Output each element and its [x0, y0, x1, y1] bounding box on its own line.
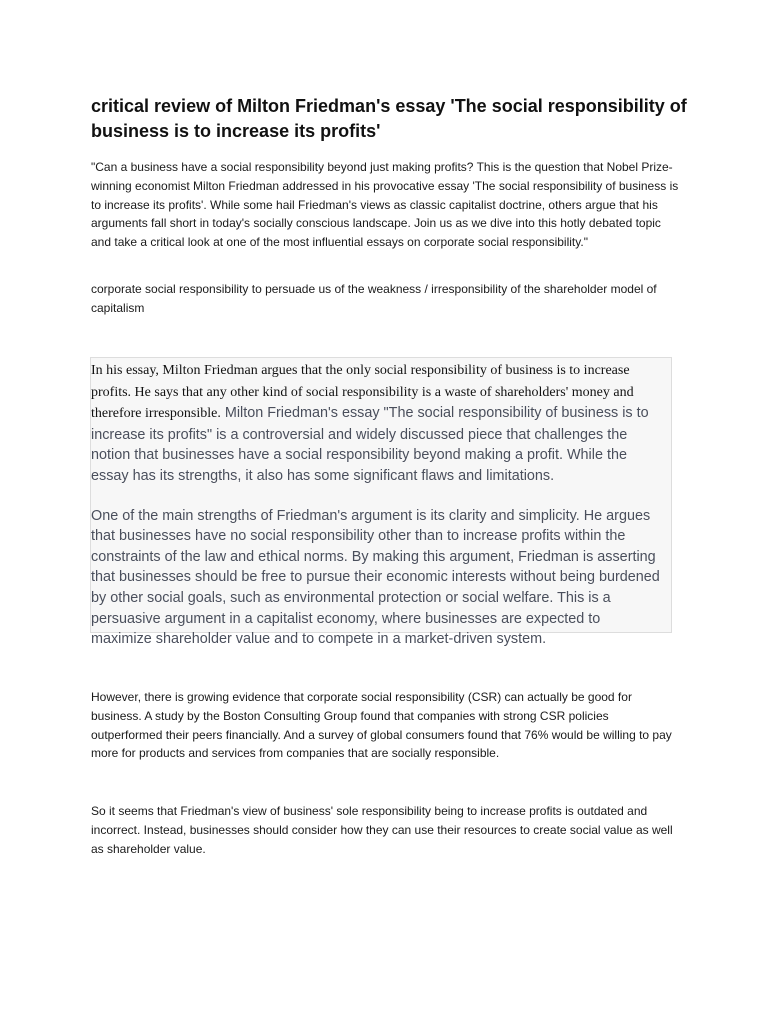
csr-paragraph: corporate social responsibility to persuade us of the weakness / irresponsibility of the shareholder model of capitalism: [91, 282, 657, 315]
conclusion-paragraph: So it seems that Friedman's view of business' sole responsibility being to increase profits is outdated and incorrect. Instead, businesses should consider how they can use their resources to create social value as well as shareholder value.: [91, 804, 673, 856]
excerpt-paragraph-gap: [91, 487, 665, 506]
document-title: critical review of Milton Friedman's essay 'The social responsibility of business is to increase its profits': [91, 96, 687, 141]
intro-paragraph: "Can a business have a social responsibility beyond just making profits? This is the question that Nobel Prize-winning economist Milton Friedman addressed in his provocative essay 'The social responsibility of business is to increase its profits'. While some hail Friedman's views as classic capitalist doctrine, others argue that his arguments fall short in today's socially conscious landscape. Join us as we dive into this hotly debated topic and take a critical look at one of the most influential essays on corporate social responsibility.": [91, 160, 679, 250]
excerpt-sans-text: Milton Friedman's essay "The social responsibility of business is to increase its profits" is a controversial and widely discussed piece that challenges the notion that businesses have a social responsibility beyond making a profit. While the essay has its strengths, it also has some significant flaws and limitations.: [91, 405, 649, 484]
however-paragraph: However, there is growing evidence that corporate social responsibility (CSR) can actually be good for business. A study by the Boston Consulting Group found that companies with strong CSR policies outperformed their peers financially. And a survey of global consumers found that 76% would be willing to pay more for products and services from companies that are socially responsible.: [91, 690, 672, 761]
excerpt-serif-text: In his essay, Milton Friedman argues that the only social responsibility of business is to increase profits. He says that any other kind of social responsibility is a waste of shareholders' money and therefore irresponsible.: [91, 363, 634, 422]
excerpt-first-paragraph: [91, 360, 665, 487]
excerpt-second-paragraph: One of the main strengths of Friedman's argument is its clarity and simplicity. He argues that businesses have no social responsibility other than to increase profits within the constraints of the law and ethical norms. By making this argument, Friedman is asserting that businesses should be free to pursue their economic interests without being burdened by other social goals, such as environmental protection or social welfare. This is a persuasive argument in a capitalist economy, where businesses are expected to maximize shareholder value and to compete in a market-driven system.: [91, 507, 660, 648]
quoted-excerpt-box: [90, 357, 672, 648]
